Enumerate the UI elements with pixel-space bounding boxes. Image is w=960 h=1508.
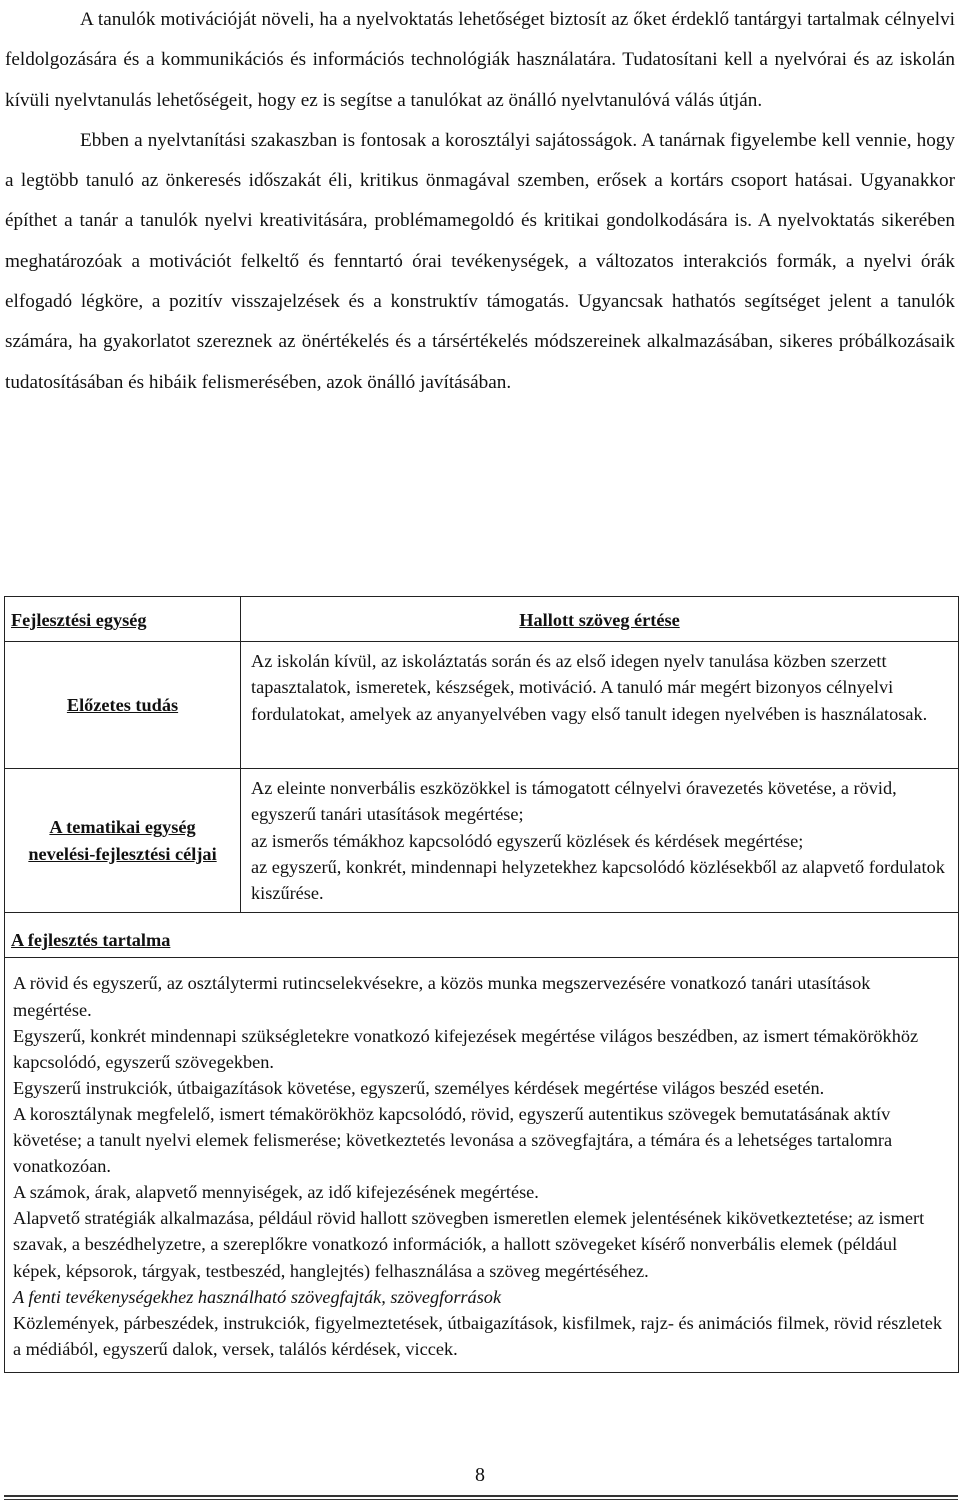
development-item: A korosztálynak megfelelő, ismert témakörökhöz kapcsolódó, rövid, egyszerű autentikus szövegek bemutatásának aktív követése; a tanult nyelvi elemek felismerése; következtetés levonása a szövegfajtára, a témára és a lehetséges tartalomra vonatkozóan. <box>13 1103 893 1177</box>
intro-text <box>5 0 955 403</box>
curriculum-table <box>4 596 959 1373</box>
table-row <box>5 642 959 769</box>
development-title: A fejlesztés tartalma <box>5 913 959 958</box>
development-title-row <box>5 913 959 958</box>
goal-line: az ismerős témákhoz kapcsolódó egyszerű közlések és kérdések megértése; <box>251 830 804 851</box>
row-label-prior-knowledge: Előzetes tudás <box>5 642 241 769</box>
page-number: 8 <box>475 1464 485 1486</box>
intro-paragraph: Ebben a nyelvtanítási szakaszban is fontosak a korosztályi sajátosságok. A tanárnak figyelembe kell vennie, hogy a legtöbb tanuló az önkeresés időszakát éli, kritikus önmagával szemben, erősek a kortárs csoport hatásai. Ugyanakkor építhet a tanár a tanulók nyelvi kreativitására, problémamegoldó és kritikai gondolkodására is. A nyelvoktatás sikerében meghatározóak a motivációt felkeltő és fenntartó órai tevékenységek, a változatos interakciós formák, a nyelvi órák elfogadó légköre, a pozitív visszajelzések és a konstruktív támogatás. Ugyancsak hathatós segítséget jelent a tanulók számára, ha gyakorlatot szereznek az önértékelés és a társértékelés módszereinek alkalmazásában, sikeres próbálkozásaik tudatosításában és hibáik felismerésében, azok önálló javításában. <box>5 129 955 393</box>
footer-rule <box>4 1495 958 1497</box>
header-development-unit: Fejlesztési egység <box>5 597 241 642</box>
sources-text: Közlemények, párbeszédek, instrukciók, figyelmeztetések, útbaigazítások, kisfilmek, rajz- és animációs filmek, rövid részletek a médiából, egyszerű dalok, versek, találós kérdések, viccek. <box>13 1312 942 1359</box>
development-item: Egyszerű instrukciók, útbaigazítások követése, egyszerű, személyes kérdések megértése világos beszéd esetén. <box>13 1077 825 1098</box>
goal-line: az egyszerű, konkrét, mindennapi helyzetekhez kapcsolódó közlésekből az alapvető fordulatok kiszűrése. <box>251 856 945 904</box>
table-header-row <box>5 597 959 642</box>
intro-paragraph: A tanulók motivációját növeli, ha a nyelvoktatás lehetőséget biztosít az őket érdeklő tantárgyi tartalmak célnyelvi feldolgozására és a kommunikációs és információs technológiák használatára. Tudatosítani kell a nyelvórai és az iskolán kívüli nyelvtanulás lehetőségeit, hogy ez is segítse a tanulókat az önálló nyelvtanulóvá válás útján. <box>5 9 955 111</box>
development-item: A számok, árak, alapvető mennyiségek, az idő kifejezésének megértése. <box>13 1182 539 1203</box>
development-item: A rövid és egyszerű, az osztálytermi rutincselekvésekre, a közös munka megszervezésére vonatkozó tanári utasítások megértése. <box>13 973 871 1020</box>
table-row <box>5 769 959 913</box>
header-listening-comprehension: Hallott szöveg értése <box>241 597 959 642</box>
goal-line: Az eleinte nonverbális eszközökkel is támogatott célnyelvi óravezetés követése, a rövid, egyszerű tanári utasítások megértése; <box>251 778 897 825</box>
footer-rule-thin <box>4 1499 958 1500</box>
development-item: Alapvető stratégiák alkalmazása, például rövid hallott szövegben ismeretlen elemek jelentésének kikövetkeztetése; az ismert szavak, a beszédhelyzetre, a szereplőkre vonatkozó információk, a hallott szövegeket kísérő nonverbális elemek (például képek, képsorok, tárgyak, testbeszéd, hanglejtés) felhasználása a szöveg megértéséhez. <box>13 1208 925 1281</box>
row-text-goals <box>241 769 959 913</box>
development-item: Egyszerű, konkrét mindennapi szükségletekre vonatkozó kifejezések megértése világos beszédben, az ismert témakörökhöz kapcsolódó, egyszerű szövegekben. <box>13 1025 919 1072</box>
sources-title: A fenti tevékenységekhez használható szövegfajták, szövegforrások <box>13 1286 502 1307</box>
row-text-prior-knowledge: Az iskolán kívül, az iskoláztatás során és az első idegen nyelv tanulása közben szerzett tapasztalatok, ismeretek, készségek, motiváció. A tanuló már megért bizonyos célnyelvi fordulatokat, amelyek az anyanyelvében vagy első tanult idegen nyelvében is használatosak. <box>241 642 959 769</box>
development-content-row <box>5 958 959 1372</box>
row-label-goals: A tematikai egység nevelési-fejlesztési céljai <box>5 769 241 913</box>
development-content <box>5 958 959 1372</box>
